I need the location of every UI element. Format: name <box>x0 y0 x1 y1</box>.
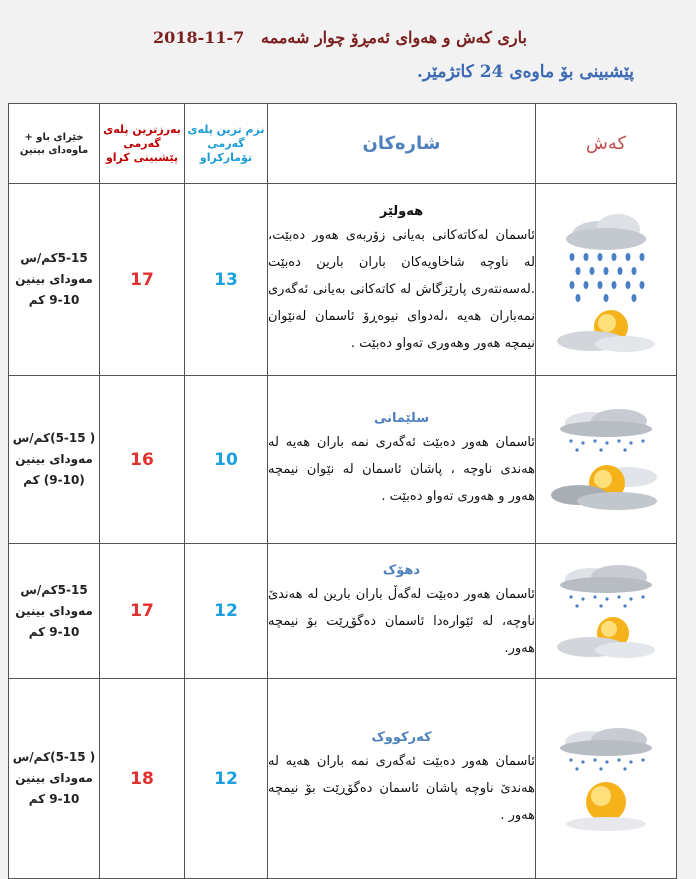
weather-icons-cell <box>536 184 677 376</box>
col-weather: کەش <box>536 104 677 184</box>
title-text: باری کەش و هەوای ئەمڕۆ چوار شەممە <box>260 28 527 47</box>
weather-icons-cell <box>536 679 677 879</box>
table-header-row <box>9 104 677 184</box>
wind-visibility-cell <box>9 184 100 376</box>
max-temp-cell: 17 <box>100 184 185 376</box>
sun-low-cloud-icon <box>551 774 661 834</box>
city-cell <box>268 544 536 679</box>
max-temp-cell: 18 <box>100 679 185 879</box>
max-temp-cell: 17 <box>100 544 185 679</box>
col-city: شارەکان <box>268 104 536 184</box>
visibility-label: مەودای بینین <box>15 603 93 618</box>
wind-speed: ( 5-15)کم/س <box>12 431 96 445</box>
city-cell <box>268 679 536 879</box>
visibility-value: 9-10 کم <box>28 293 80 307</box>
max-temp-cell: 16 <box>100 376 185 544</box>
wind-speed: 5-15کم/س <box>20 251 88 265</box>
title-date: 2018-11-7 <box>153 28 245 47</box>
col-max-temp: بەرزترین پلەی گەرمی پێشبینی کراو <box>100 104 185 184</box>
page-title <box>120 28 560 47</box>
weather-icons-cell <box>536 376 677 544</box>
city-name: هەولێر <box>379 204 424 219</box>
forecast-subtitle: پێشبینی بۆ ماوەی 24 کاتژمێر. <box>416 62 634 82</box>
forecast-table <box>8 103 677 879</box>
visibility-label: مەودای بینین <box>15 272 93 286</box>
visibility-value: 9-10 کم <box>28 624 80 639</box>
min-temp-cell: 12 <box>185 544 268 679</box>
visibility-value: 9-10 کم <box>28 792 80 806</box>
visibility-label: مەودای بینین <box>15 452 93 466</box>
city-description: ئاسمان هەور دەبێت لەگەڵ باران بارین لە هەندێ ناوچە، لە ئێوارەدا ئاسمان دەگۆڕێت بۆ نیمچە هەور. <box>268 586 535 656</box>
cloud-drizzle-icon <box>551 561 661 611</box>
table-row <box>9 679 677 879</box>
col-min-temp: نزم ترین پلەی گەرمی تۆمارکراو <box>185 104 268 184</box>
weather-icons-cell <box>536 544 677 679</box>
table-row <box>9 184 677 376</box>
cloud-drizzle-icon <box>551 724 661 774</box>
city-description: ئاسمان هەور دەبێت ئەگەری نمە باران هەیە لە هەندێ ناوچە پاشان ئاسمان دەگۆڕێت بۆ نیمچە هەور . <box>268 754 535 823</box>
wind-speed: 5-15کم/س <box>20 582 88 597</box>
city-description: ئاسمان لەکاتەکانی بەیانی زۆربەی هەور دەبێت، لە ناوچە شاخاویەکان باران بارین دەبێت .لەسەنتەری پارێزگاش لە کاتەکانی بەیانی ئەگەری نمەباران هەیە ،لەدوای نیوەڕۆ ئاسمان لەنێوان نیمچە هەور وهەوری تەواو دەبێت . <box>268 228 535 351</box>
city-name: سلێمانی <box>373 411 430 426</box>
partly-cloudy-sun-icon <box>551 611 661 661</box>
city-cell <box>268 184 536 376</box>
city-cell <box>268 376 536 544</box>
cloud-heavy-rain-icon <box>556 205 656 305</box>
min-temp-cell: 13 <box>185 184 268 376</box>
wind-visibility-cell <box>9 376 100 544</box>
min-temp-cell: 12 <box>185 679 268 879</box>
visibility-value: (9-10) کم <box>23 473 85 487</box>
wind-visibility-cell <box>9 679 100 879</box>
wind-speed: ( 5-15)کم/س <box>12 750 96 764</box>
city-name: دهۆک <box>382 562 421 578</box>
cloud-drizzle-icon <box>551 405 661 455</box>
city-name: کەرکووک <box>371 730 432 745</box>
wind-visibility-cell <box>9 544 100 679</box>
min-temp-cell: 10 <box>185 376 268 544</box>
visibility-label: مەودای بینین <box>15 771 93 785</box>
partly-cloudy-sun-icon <box>551 305 661 355</box>
col-wind-visibility: خێرای باو + ماوەدای بینین <box>9 104 100 184</box>
table-row <box>9 376 677 544</box>
city-description: ئاسمان هەور دەبێت ئەگەری نمە باران هەیە لە هەندی ناوچە ، پاشان ئاسمان لە نێوان نیمچە هەور و هەوری تەواو دەبێت . <box>268 435 535 504</box>
table-row <box>9 544 677 679</box>
sun-behind-clouds-icon <box>551 455 661 515</box>
